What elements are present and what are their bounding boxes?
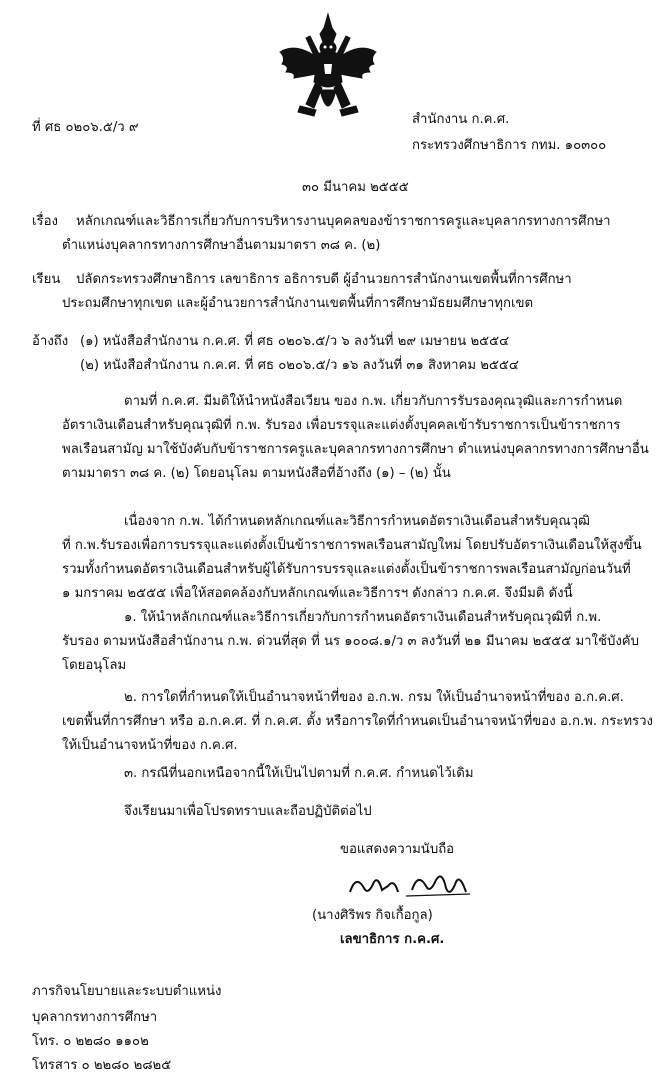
- paragraph-line: โดยอนุโลม: [62, 658, 127, 673]
- subject-line-2: ตำแหน่งบุคลากรทางการศึกษาอื่นตามมาตรา ๓๘ ค. (๒): [62, 238, 381, 253]
- office-address: กระทรวงศึกษาธิการ กทม. ๑๐๓๐๐: [412, 138, 607, 153]
- body-paragraph-2: [62, 510, 642, 606]
- paragraph-line: ตามที่ ก.ค.ศ. มีมติให้นำหนังสือเวียน ของ ก.พ. เกี่ยวกับการรับรองคุณวุฒิและการกำหนด: [124, 394, 623, 409]
- paragraph-line: พลเรือนสามัญ มาใช้บังคับกับข้าราชการครูและบุคลากรทางการศึกษา ตำแหน่งบุคลากรทางการศึกษาอื่น: [62, 442, 649, 457]
- paragraph-line: อัตราเงินเดือนสำหรับคุณวุฒิที่ ก.พ. รับรอง เพื่อบรรจุและแต่งตั้งบุคคลเข้ารับราชการเป็นข้าราชการ: [62, 418, 621, 433]
- paragraph-line: ตามมาตรา ๓๘ ค. (๒) โดยอนุโลม ตามหนังสือที่อ้างถึง (๑) – (๒) นั้น: [62, 466, 451, 481]
- reference-label: อ้างถึง: [32, 334, 69, 349]
- reference-item-1: (๑) หนังสือสำนักงาน ก.ค.ศ. ที่ ศธ ๐๒๐๖.๕/ว ๖ ลงวันที่ ๒๙ เมษายน ๒๕๕๔: [80, 334, 510, 349]
- telephone: โทร. ๐ ๒๒๘๐ ๑๑๐๒: [32, 1034, 149, 1049]
- paragraph-line: เนื่องจาก ก.พ. ได้กำหนดหลักเกณฑ์และวิธีการกำหนดอัตราเงินเดือนสำหรับคุณวุฒิ: [124, 514, 590, 529]
- closing-salutation: ขอแสดงความนับถือ: [340, 842, 455, 857]
- to-line-1: ปลัดกระทรวงศึกษาธิการ เลขาธิการ อธิการบดี ผู้อำนวยการสำนักงานเขตพื้นที่การศึกษา: [76, 272, 572, 287]
- department-line-1: ภารกิจนโยบายและระบบตำแหน่ง: [32, 984, 222, 999]
- to-label: เรียน: [32, 272, 61, 287]
- reference-item-2: (๒) หนังสือสำนักงาน ก.ค.ศ. ที่ ศธ ๐๒๐๖.๕/ว ๑๖ ลงวันที่ ๓๑ สิงหาคม ๒๕๕๔: [80, 358, 519, 373]
- paragraph-line: ที่ ก.พ.รับรองเพื่อการบรรจุและแต่งตั้งเป็นข้าราชการพลเรือนสามัญใหม่ โดยปรับอัตราเงินเดือนให้สูงขึ้น: [62, 538, 642, 553]
- handwritten-signature: [346, 868, 476, 902]
- signatory-name: (นางศิริพร กิจเกื้อกูล): [312, 908, 433, 923]
- to-line-2: ประถมศึกษาทุกเขต และผู้อำนวยการสำนักงานเขตพื้นที่การศึกษามัธยมศึกษาทุกเขต: [62, 296, 534, 311]
- paragraph-line: ให้เป็นอำนาจหน้าที่ของ ก.ค.ศ.: [62, 738, 238, 753]
- resolution-item-3: ๓. กรณีที่นอกเหนือจากนี้ให้เป็นไปตามที่ ก.ค.ศ. กำหนดไว้เดิม: [124, 766, 474, 781]
- subject-label: เรื่อง: [32, 214, 58, 229]
- signatory-title: เลขาธิการ ก.ค.ศ.: [340, 932, 445, 947]
- body-paragraph-1: [62, 390, 649, 486]
- closing-request: จึงเรียนมาเพื่อโปรดทราบและถือปฏิบัติต่อไป: [124, 804, 372, 819]
- resolution-item-1: [62, 606, 639, 678]
- paragraph-line: เขตพื้นที่การศึกษา หรือ อ.ก.ค.ศ. ที่ ก.ค.ศ. ตั้ง หรือการใดที่กำหนดเป็นอำนาจหน้าที่ของ อ.ก.พ. กระทรวง: [62, 714, 653, 729]
- paragraph-line: ๒. การใดที่กำหนดให้เป็นอำนาจหน้าที่ของ อ.ก.พ. กรม ให้เป็นอำนาจหน้าที่ของ อ.ก.ค.ศ.: [124, 690, 624, 705]
- office-name: สำนักงาน ก.ค.ศ.: [412, 112, 510, 127]
- department-line-2: บุคลากรทางการศึกษา: [32, 1010, 158, 1025]
- document-date: ๓๐ มีนาคม ๒๕๕๕: [302, 180, 409, 195]
- garuda-emblem: [276, 12, 380, 124]
- paragraph-line: รวมทั้งกำหนดอัตราเงินเดือนสำหรับผู้ได้รับการบรรจุและแต่งตั้งเป็นข้าราชการพลเรือนสามัญก่อนวันที่: [62, 562, 631, 577]
- document-number: ที่ ศธ ๐๒๐๖.๕/ว ๙: [32, 120, 139, 135]
- fax: โทรสาร ๐ ๒๒๘๐ ๒๘๒๕: [32, 1058, 172, 1073]
- paragraph-line: รับรอง ตามหนังสือสำนักงาน ก.พ. ด่วนที่สุด ที่ นร ๑๐๐๘.๑/ว ๓ ลงวันที่ ๒๑ มีนาคม ๒๕๕๕ มาใช้บังคับ: [62, 634, 639, 649]
- resolution-item-2: [62, 686, 653, 758]
- paragraph-line: ๑ มกราคม ๒๕๕๕ เพื่อให้สอดคล้องกับหลักเกณฑ์และวิธีการฯ ดังกล่าว ก.ค.ศ. จึงมีมติ ดังนี้: [62, 586, 573, 601]
- paragraph-line: ๑. ให้นำหลักเกณฑ์และวิธีการเกี่ยวกับการกำหนดอัตราเงินเดือนสำหรับคุณวุฒิที่ ก.พ.: [124, 610, 602, 625]
- subject-line-1: หลักเกณฑ์และวิธีการเกี่ยวกับการบริหารงานบุคคลของข้าราชการครูและบุคลากรทางการศึกษา: [76, 214, 611, 229]
